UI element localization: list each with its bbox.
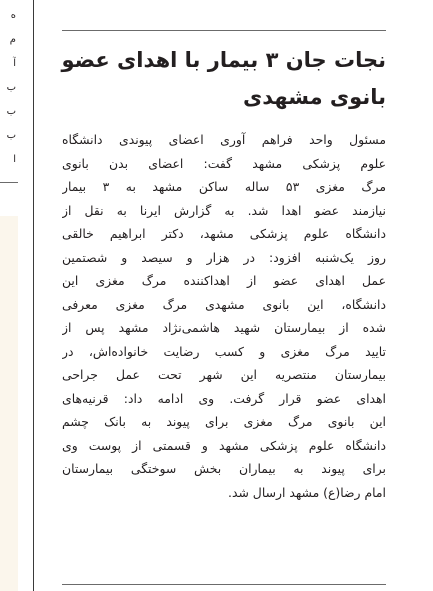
bottom-rule [62,584,386,585]
body-line: دانشگاه علوم پزشکی مشهد، دکتر ابراهیم خالقی [62,226,386,241]
body-line: تایید مرگ مغزی و کسب رضایت خانواده‌اش، در [62,343,386,359]
adjacent-fragment: م [9,34,16,45]
adjacent-column-text [2,4,16,172]
body-line: برای پیوند به بیماران بخش سوختگی بیمارستان [62,461,386,476]
adjacent-fragment: ا [13,154,16,165]
article-body [62,128,386,504]
body-line: علوم پزشکی مشهد گفت: اعضای بدن بانوی [62,155,386,171]
body-line: بیمارستان منتصریه این شهر تحت عمل جراحی [62,367,386,382]
adjacent-fragment: ب [6,130,16,141]
headline-line: بانوی مشهدی [243,85,386,109]
body-line: دانشگاه، این بانوی مشهدی مرگ مغزی معرفی [62,296,386,312]
adjacent-column-edge [0,0,18,591]
body-line: مرگ مغزی ۵۳ ساله ساکن مشهد به ۳ بیمار [62,179,386,194]
adjacent-column-rule [0,182,18,183]
body-line: روز یک‌شنبه افزود: در هزار و سیصد و شصتمین [62,249,386,265]
body-line: شده از بیمارستان شهید هاشمی‌نژاد مشهد پس از [62,320,386,335]
body-line: اهدای عضو قرار گرفت. وی ادامه داد: قرنیه‌های [62,390,386,406]
adjacent-fragment: ب [6,82,16,93]
body-line: دانشگاه علوم پزشکی مشهد و قسمتی از پوست وی [62,437,386,453]
adjacent-fragment: ه [10,10,16,21]
top-rule [62,30,386,31]
adjacent-shaded-box [0,216,18,591]
body-line: امام رضا(ع) مشهد ارسال شد. [228,484,386,500]
adjacent-fragment: ب [6,106,16,117]
body-line: نیازمند عضو اهدا شد. به گزارش ایرنا به نقل از [62,202,386,218]
body-line: عمل اهدای عضو از اهداکننده مرگ مغزی این [62,273,386,288]
article-headline [62,42,386,116]
body-line: مسئول واحد فراهم آوری اعضای پیوندی دانشگاه [62,132,386,147]
adjacent-fragment: آ [13,58,16,69]
column-divider [33,0,34,591]
body-line: این بانوی مرگ مغزی برای پیوند به بانک چشم [62,414,386,429]
headline-line: نجات جان ۳ بیمار با اهدای عضو [61,48,386,72]
